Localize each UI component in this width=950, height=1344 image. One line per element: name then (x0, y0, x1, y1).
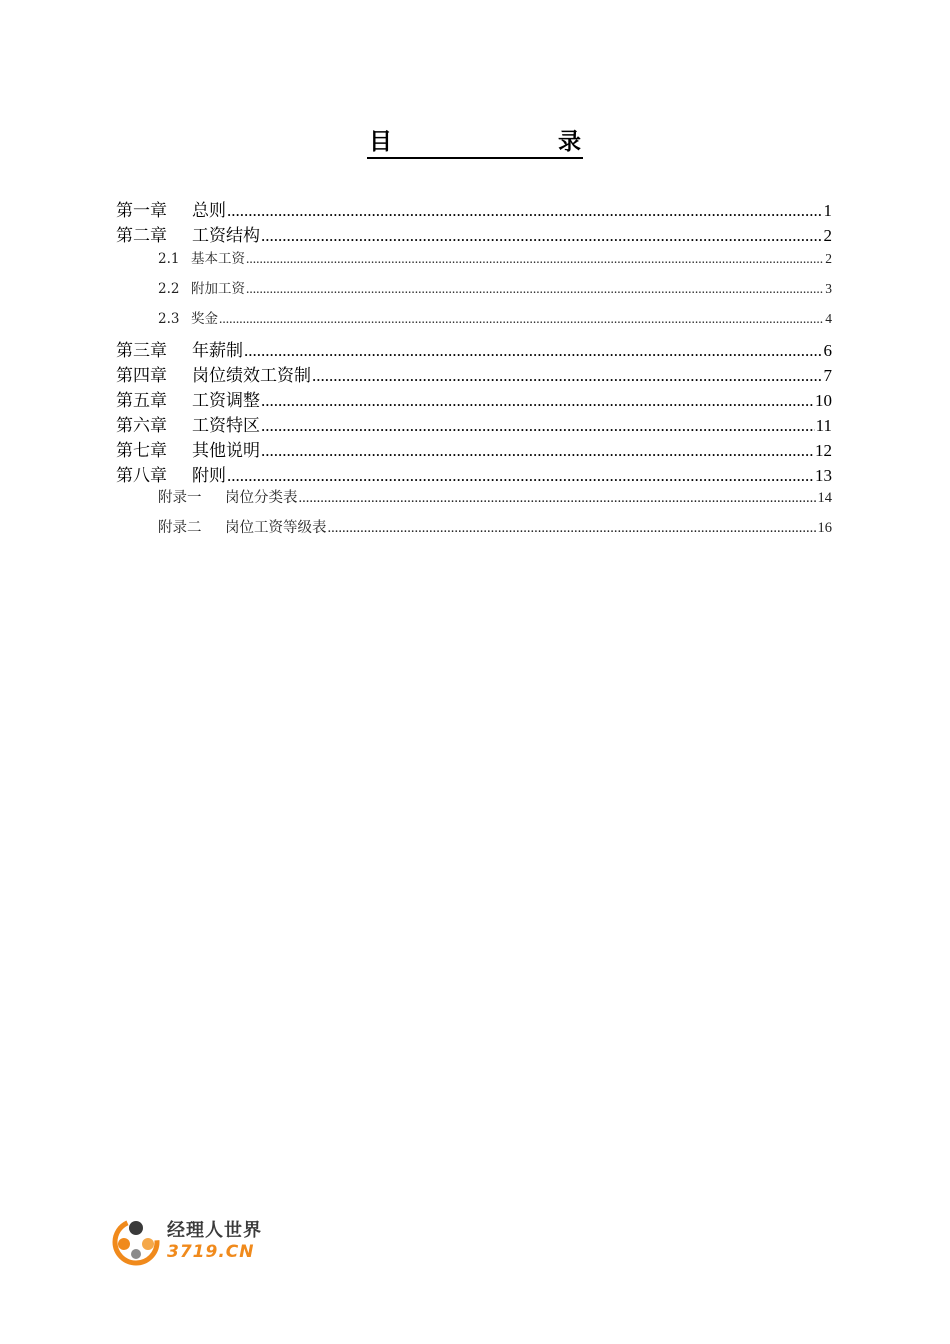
toc-entry[interactable] (158, 486, 832, 507)
toc-entry-title: 总则 (192, 201, 226, 221)
toc-entry[interactable] (116, 386, 832, 411)
toc-entry-page: 14 (817, 490, 832, 506)
dot-leader (227, 466, 814, 486)
toc-entry-page: 10 (815, 391, 832, 410)
dot-leader (261, 416, 815, 436)
toc-entry[interactable] (116, 196, 832, 221)
toc-entry-number: 2.3 (158, 311, 180, 327)
toc-entry-page: 11 (815, 416, 832, 435)
logo-domain-text: 3719.CN (167, 1242, 255, 1262)
toc-entry-title: 基本工资 (191, 251, 245, 267)
toc-entry-title: 奖金 (191, 311, 218, 327)
toc-entry-number: 第三章 (116, 341, 167, 361)
toc-entry[interactable] (158, 516, 832, 537)
dot-leader (219, 311, 824, 327)
toc-entry[interactable] (158, 307, 832, 327)
toc-entry[interactable] (116, 436, 832, 461)
toc-entry-number: 第六章 (116, 416, 167, 436)
dot-leader (261, 441, 814, 461)
dot-leader (312, 366, 823, 386)
toc-entry-title: 工资结构 (192, 226, 260, 246)
toc-entry-title: 年薪制 (192, 341, 243, 361)
toc-entry-page: 13 (815, 466, 832, 485)
toc-entry-page: 2 (825, 251, 832, 266)
toc-entry-page: 7 (823, 366, 832, 385)
toc-entry-page: 16 (817, 520, 832, 536)
site-logo (112, 1212, 282, 1272)
dot-leader (244, 341, 823, 361)
toc-entry-title: 其他说明 (192, 441, 260, 461)
dot-leader (261, 391, 814, 411)
toc-entry-number: 附录二 (158, 520, 202, 536)
toc-entry-title: 工资特区 (192, 416, 260, 436)
toc-entry[interactable] (158, 247, 832, 267)
dot-leader (299, 490, 817, 507)
toc-entry-number: 第一章 (116, 201, 167, 221)
toc-entry-page: 1 (823, 201, 832, 220)
title-char-2: 录 (558, 129, 581, 155)
toc-entry[interactable] (158, 277, 832, 297)
toc-entry-number: 附录一 (158, 490, 202, 506)
toc-entry-title: 附则 (192, 466, 226, 486)
toc-entry-title: 岗位绩效工资制 (192, 366, 311, 386)
toc-entry-number: 2.2 (158, 281, 180, 297)
dot-leader (261, 226, 823, 246)
toc-entry-number: 第二章 (116, 226, 167, 246)
toc-entry-number: 第五章 (116, 391, 167, 411)
toc-entry[interactable] (116, 361, 832, 386)
toc-entry-number: 2.1 (158, 251, 180, 267)
toc-entry[interactable] (116, 221, 832, 246)
toc-entry-page: 2 (823, 226, 832, 245)
toc-entry-page: 12 (815, 441, 832, 460)
toc-entry-page: 6 (823, 341, 832, 360)
title-char-1: 目 (369, 129, 392, 155)
toc-entry-title: 岗位分类表 (225, 490, 298, 506)
dot-leader (246, 281, 824, 297)
toc-entry[interactable] (116, 461, 832, 486)
dot-leader (227, 201, 823, 221)
toc-entry[interactable] (116, 336, 832, 361)
toc-entry-page: 4 (825, 311, 832, 326)
dot-leader (328, 520, 817, 537)
toc-entry-number: 第七章 (116, 441, 167, 461)
dot-leader (246, 251, 824, 267)
toc-entry-page: 3 (825, 281, 832, 296)
toc-entry-title: 岗位工资等级表 (225, 520, 327, 536)
toc-entry[interactable] (116, 411, 832, 436)
toc-entry-number: 第八章 (116, 466, 167, 486)
toc-entry-title: 工资调整 (192, 391, 260, 411)
logo-people-icon (112, 1214, 164, 1266)
toc-entry-title: 附加工资 (191, 281, 245, 297)
toc-title (0, 128, 950, 159)
toc-entry-number: 第四章 (116, 366, 167, 386)
logo-chinese-text: 经理人世界 (167, 1220, 262, 1241)
